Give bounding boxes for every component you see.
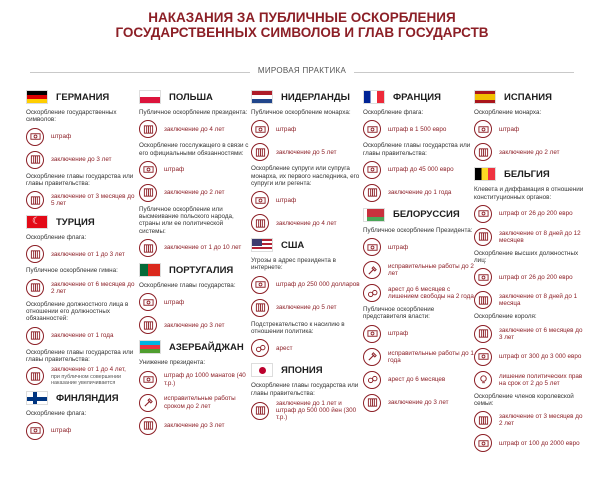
country-turkey — [26, 213, 138, 231]
country-name: США — [281, 239, 305, 251]
shovel-icon — [363, 348, 381, 366]
money-icon — [474, 268, 492, 286]
penalty-text: заключение от 6 месяцев до 2 лет — [51, 280, 135, 295]
jail-bars-icon — [363, 184, 381, 202]
penalty — [363, 119, 475, 139]
finland-flag-icon — [26, 391, 48, 405]
penalty-text: штраф от 300 до 3 000 евро — [499, 353, 582, 361]
penalty-text: заключение до 5 лет — [276, 304, 337, 312]
money-icon — [474, 120, 492, 138]
penalty-text: заключение до 1 года — [388, 189, 452, 197]
handcuffs-icon — [363, 284, 381, 302]
country-netherlands — [251, 88, 363, 106]
penalty — [474, 204, 586, 224]
jail-bars-icon — [139, 239, 157, 257]
subtitle: МИРОВАЯ ПРАКТИКА — [250, 66, 354, 75]
penalty — [363, 183, 475, 203]
offense: Оскорбление монарха: — [474, 109, 542, 116]
money-icon — [474, 434, 492, 452]
offense: Оскорбление должностного лица в отношении его должностных обязанностей: — [26, 300, 129, 323]
column-4 — [363, 86, 475, 416]
penalty-text: штраф до 1000 манатов (40 т.р.) — [164, 372, 246, 387]
penalty-text: заключение от 1 до 4 лет, — [51, 366, 126, 374]
money-icon — [474, 348, 492, 366]
jail-bars-icon — [251, 299, 269, 317]
offense: Публичное оскорбление президента: — [139, 109, 248, 116]
money-icon — [363, 325, 381, 343]
spain-flag-icon — [474, 90, 496, 104]
column-1 — [26, 86, 138, 444]
country-azerbaijan — [139, 338, 251, 356]
offense: Оскорбление главы государства или главы правительства: — [26, 172, 134, 187]
penalty-text: штраф — [276, 196, 297, 204]
penalty — [139, 160, 251, 180]
penalty-text: штраф — [499, 125, 520, 133]
usa-flag-icon — [251, 238, 273, 252]
jail-bars-icon — [139, 184, 157, 202]
penalty — [139, 393, 251, 413]
jail-bars-icon — [26, 151, 44, 169]
penalty-text: штраф — [51, 132, 72, 140]
title-line-1: НАКАЗАНИЯ ЗА ПУБЛИЧНЫЕ ОСКОРБЛЕНИЯ — [148, 10, 456, 25]
jail-bars-icon — [139, 417, 157, 435]
penalty-text: заключение от 8 дней до 1 месяца — [499, 293, 578, 308]
japan-flag-icon — [251, 363, 273, 377]
penalty — [139, 119, 251, 139]
penalty-text: заключение до 4 лет — [164, 125, 225, 133]
penalty — [363, 160, 475, 180]
money-icon — [363, 120, 381, 138]
money-icon — [139, 161, 157, 179]
penalty — [26, 278, 138, 298]
column-2 — [139, 86, 251, 439]
penalty — [251, 298, 363, 318]
penalty — [139, 292, 251, 312]
penalty-text: арест до 6 месяцев — [388, 376, 446, 384]
penalty-text: заключение до 5 лет — [276, 148, 337, 156]
turkey-flag-icon: ☾ — [26, 215, 48, 229]
country-name: ЯПОНИЯ — [281, 364, 323, 376]
penalty-text: заключение от 1 до 3 лет — [51, 250, 125, 258]
netherlands-flag-icon — [251, 90, 273, 104]
country-poland — [139, 88, 251, 106]
penalty — [139, 183, 251, 203]
country-name: ФИНЛЯНДИЯ — [56, 392, 119, 404]
penalty-text: штраф в 1 500 евро — [388, 125, 447, 133]
country-name: ПОЛЬША — [169, 91, 213, 103]
money-icon — [251, 120, 269, 138]
shovel-icon — [363, 261, 381, 279]
country-belgium — [474, 165, 586, 183]
penalty-text: исправительные работы до 1 года — [388, 349, 474, 364]
country-finland — [26, 389, 138, 407]
country-name: БЕЛЬГИЯ — [504, 168, 550, 180]
subtitle-row — [30, 66, 574, 78]
jail-bars-icon — [251, 402, 269, 420]
offense: Оскорбление флага: — [26, 410, 87, 418]
country-name: ИСПАНИЯ — [504, 91, 552, 103]
shovel-icon — [139, 394, 157, 412]
title-line-2: ГОСУДАРСТВЕННЫХ СИМВОЛОВ И ГЛАВ ГОСУДАРСТВ — [115, 25, 489, 40]
penalty-text: заключение до 3 лет — [164, 321, 225, 329]
country-name: НИДЕРЛАНДЫ — [281, 91, 350, 103]
penalty — [26, 326, 138, 346]
column-3 — [251, 86, 363, 425]
penalty — [26, 190, 138, 210]
penalty-text: заключение до 4 лет — [276, 219, 337, 227]
poland-flag-icon — [139, 90, 161, 104]
penalty — [474, 119, 586, 139]
penalty — [474, 324, 586, 344]
belgium-flag-icon — [474, 167, 496, 181]
penalty-text: заключение от 8 дней до 12 месяцев — [499, 229, 581, 244]
penalty-text: штраф — [164, 298, 185, 306]
penalty — [363, 283, 475, 303]
offense: Оскорбление главы государства или главы правительства: — [251, 382, 359, 397]
penalty-text: заключение от 1 года — [51, 332, 114, 340]
jail-bars-icon — [474, 291, 492, 309]
jail-bars-icon — [251, 143, 269, 161]
portugal-flag-icon — [139, 263, 161, 277]
page-title — [0, 10, 604, 40]
money-icon — [251, 191, 269, 209]
money-icon — [26, 128, 44, 146]
penalty — [363, 237, 475, 257]
offense: Унижение президента: — [139, 359, 206, 367]
lightbulb-icon — [474, 371, 492, 389]
handcuffs-icon — [363, 371, 381, 389]
offense: Подстрекательство к насилию в отношении политика: — [251, 320, 345, 336]
penalty — [139, 416, 251, 436]
country-portugal — [139, 261, 251, 279]
money-icon — [363, 238, 381, 256]
jail-bars-icon — [474, 325, 492, 343]
penalty-text: штраф от 26 до 200 евро — [499, 273, 573, 281]
penalty — [139, 238, 251, 258]
offense: Оскорбление госслужащего в связи с его официальными обязанностями: — [139, 142, 249, 157]
penalty-text: штраф до 250 000 долларов — [276, 281, 360, 289]
offense: Оскорбление членов королевской семьи: — [474, 392, 574, 408]
penalty-text: арест — [276, 344, 293, 352]
jail-bars-icon — [363, 394, 381, 412]
penalty — [251, 213, 363, 233]
offense: Оскорбление высших должностных лиц: — [474, 249, 579, 265]
penalty — [363, 393, 475, 413]
penalty — [139, 315, 251, 335]
offense: Оскорбление флага: — [26, 234, 87, 242]
country-name: ТУРЦИЯ — [56, 216, 95, 228]
jail-bars-icon — [26, 191, 44, 209]
penalty — [363, 347, 475, 367]
penalty-text: штраф — [276, 125, 297, 133]
jail-bars-icon — [474, 143, 492, 161]
penalty — [251, 275, 363, 295]
country-france — [363, 88, 475, 106]
jail-bars-icon — [474, 228, 492, 246]
penalty — [251, 119, 363, 139]
jail-bars-icon — [26, 327, 44, 345]
penalty-text: заключение до 1 лет и штраф до 500 000 йен (300 т.р.) — [276, 399, 357, 422]
country-spain — [474, 88, 586, 106]
penalty — [474, 142, 586, 162]
penalty — [251, 338, 363, 358]
penalty-text: штраф — [51, 426, 72, 434]
penalty — [26, 366, 138, 386]
country-name: ПОРТУГАЛИЯ — [169, 264, 234, 276]
money-icon — [139, 293, 157, 311]
penalty — [474, 433, 586, 453]
penalty-text: штраф до 45 000 евро — [388, 166, 454, 174]
country-name: АЗЕРБАЙДЖАН — [169, 341, 244, 353]
penalty — [474, 347, 586, 367]
offense: Публичное оскорбление гимна: — [26, 267, 118, 275]
penalty-text: заключение от 3 месяцев до 5 лет — [51, 192, 135, 208]
money-icon — [139, 371, 157, 389]
offense: Оскорбление флага: — [363, 109, 424, 116]
jail-bars-icon — [139, 120, 157, 138]
penalty — [26, 244, 138, 264]
penalty — [474, 290, 586, 310]
offense: Оскорбление государственных символов: — [26, 109, 117, 124]
offense: Оскорбление супруги или супруга монарха, их первого наследника, его супруги или регента: — [251, 165, 360, 187]
country-japan — [251, 361, 363, 379]
penalty-text: заключение до 2 лет — [164, 189, 225, 197]
offense: Публичное оскорбление или высмеивание польского народа, страны или ее политической системы: — [139, 205, 234, 235]
jail-bars-icon — [139, 316, 157, 334]
jail-bars-icon — [251, 214, 269, 232]
france-flag-icon — [363, 90, 385, 104]
country-name: ГЕРМАНИЯ — [56, 91, 110, 103]
column-5 — [474, 86, 586, 456]
jail-bars-icon — [26, 279, 44, 297]
money-icon — [26, 422, 44, 440]
penalty — [26, 421, 138, 441]
penalty — [363, 260, 475, 280]
country-usa — [251, 236, 363, 254]
penalty — [26, 150, 138, 170]
penalty-text: лишение политических прав на срок от 2 до 5 лет — [499, 372, 583, 387]
penalty — [474, 410, 586, 430]
penalty-text: заключение от 3 месяцев до 2 лет — [499, 413, 583, 428]
offense: Оскорбление главы государства: — [139, 282, 236, 290]
penalty-text: заключение до 3 лет — [164, 422, 225, 430]
penalty — [363, 370, 475, 390]
offense: Публичное оскорбление монарха: — [251, 109, 351, 116]
penalty — [251, 142, 363, 162]
penalty-text: штраф от 100 до 2000 евро — [499, 439, 580, 447]
offense: Публичное оскорбление Президента: — [363, 226, 473, 234]
money-icon — [251, 276, 269, 294]
penalty-text: заключение от 1 до 10 лет — [164, 244, 242, 252]
penalty-text: заключение до 2 лет — [499, 148, 560, 156]
azerbaijan-flag-icon — [139, 340, 161, 354]
penalty-text: заключение до 3 лет — [51, 155, 112, 163]
penalty — [26, 127, 138, 147]
jail-bars-icon — [26, 367, 44, 385]
country-germany — [26, 88, 138, 106]
offense: Оскорбление короля: — [474, 313, 537, 321]
penalty-text: штраф — [388, 330, 409, 338]
penalty-text: штраф от 26 до 200 евро — [499, 210, 573, 218]
penalty-text: штраф — [164, 166, 185, 174]
penalty-text: штраф — [388, 243, 409, 251]
offense: Клевета и диффамация в отношении конституционных органов: — [474, 186, 584, 201]
handcuffs-icon — [251, 339, 269, 357]
penalty-note: при публичном совершении наказание увеличивается — [51, 373, 121, 386]
offense: Оскорбление главы государства или главы правительства: — [26, 348, 134, 363]
country-name: БЕЛОРУССИЯ — [393, 209, 460, 221]
penalty-text: исправительные работы до 2 лет — [388, 262, 474, 278]
country-belarus — [363, 206, 475, 224]
germany-flag-icon — [26, 90, 48, 104]
belarus-flag-icon — [363, 208, 385, 222]
country-name: ФРАНЦИЯ — [393, 91, 441, 103]
penalty — [139, 370, 251, 390]
penalty — [474, 267, 586, 287]
penalty-text: арест до 6 месяцев с лишением свободы на 2 года — [388, 285, 474, 301]
money-icon — [474, 205, 492, 223]
offense: Угрозы в адрес президента в интернете: — [251, 257, 337, 272]
money-icon — [363, 161, 381, 179]
penalty-text: заключение от 6 месяцев до 3 лет — [499, 326, 583, 341]
penalty — [474, 370, 586, 390]
jail-bars-icon — [474, 411, 492, 429]
penalty — [251, 190, 363, 210]
offense: Публичное оскорбление представителя власти: — [363, 306, 435, 321]
penalty — [363, 324, 475, 344]
jail-bars-icon — [26, 245, 44, 263]
penalty-text: исправительные работы сроком до 2 лет — [164, 395, 236, 410]
penalty — [474, 227, 586, 247]
offense: Оскорбление главы государства или главы правительства: — [363, 142, 471, 157]
penalty-text: заключение до 3 лет — [388, 399, 449, 407]
penalty — [251, 400, 363, 422]
